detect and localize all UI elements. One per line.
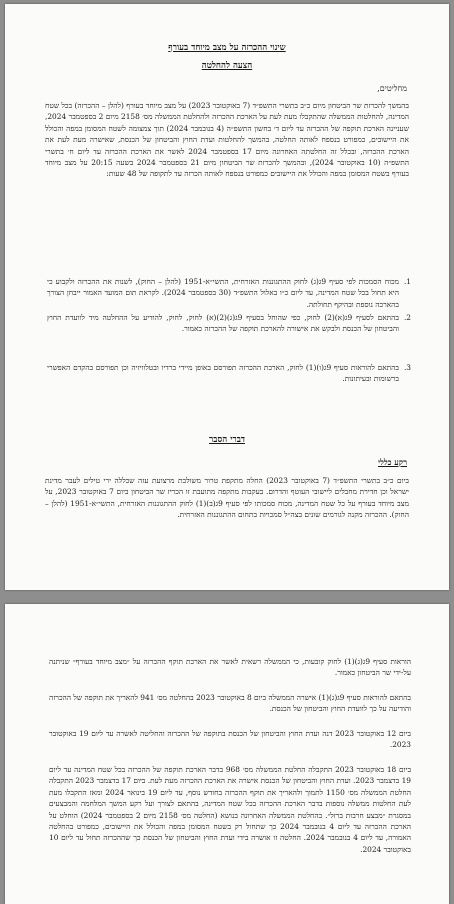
- greeting: מחליטים,: [377, 84, 407, 93]
- explanation-title: דברי הסבר: [209, 435, 245, 445]
- page2-paragraph-1: הוראות סעיף 9ג(ג)(1) לחוק קובעות, כי הממשלה רשאית לאשר את הארכת תוקף ההכרזה על ״מצב מיוחד בעורף״ שניתנה על-ידי שר הביטחון כאמור.: [49, 657, 411, 678]
- page2-paragraph-3: ביום 12 באוקטובר 2023 דנה ועדת החוץ והביטחון של הכנסת בתוקפה של ההכרזה והחליטה לאשרה עד ליום 19 באוקטובר 2023.: [49, 729, 411, 750]
- item-text: בהתאם להוראות סעיף 9ג(ו)(1) לחוק, הארכת ההכרזה תפורסם באופן מיידי ברדיו ובטלוויזיה וכן תפורסם בהקדם האפשרי ברשומות ובעיתונות.: [47, 363, 399, 384]
- resolution-item-2: [47, 312, 411, 335]
- item-text: מכוח הסמכות לפי סעיף 9ג(ג) לחוק ההתגוננות האזרחית, התשי״א-1951 (להלן – החוק), לשנות את ההכרזה ולקבוע כי היא תחול בכל שטח המדינה, עד ליום כ״ו באלול התשפ״ד (30 בספטמבר 2024). לקראת תום המועד האמור ייבחן הצורך בהארכה נוספת ובהיקף תחולתה.: [47, 277, 399, 309]
- page2-paragraph-4: ביום 18 באוקטובר 2023 התקבלה החלטת הממשלה מס׳ 968 בדבר הארכת תוקפה של ההכרזה בכל שטח המדינה עד ליום 19 בדצמבר 2023. ועדת החוץ והביטחון של הכנסת אישרה את הארכת ההכרזה מעת לעת. ביום 17 בדצמבר 2023 התקבלה החלטת הממשלה מס׳ 1150 לתמוך ולהאריך את תוקף ההכרזה בחודש נוסף, עד ליום 19 בינואר 2024 ומאז התקבלו מעת לעת החלטות ממשלה נוספות בדבר הארכת ההכרזה בכל שטח המדינה, בהתאם לצורך ועל רקע המשך המלחמה והמבצעים במסגרת ״מבצע חרבות ברזל״. בהחלטת הממשלה האחרונה בנושא (החלטה מס׳ 2158 מיום 2 בספטמבר 2024) הוחלט על הארכת ההכרזה עד ליום 4 בנובמבר 2024 כך שתחול רק בשטח המסומן במפה והכולל את היישובים, כמפורט בהחלטה האמורה, עד ליום 4 בנובמבר 2024. החלטה זו אושרה בידי ועדת החוץ והביטחון של הכנסת כך שההכרזה תחול עד ליום 10 באוקטובר 2024.: [49, 765, 412, 854]
- resolution-paragraph: בהמשך להכרזת שר הביטחון מיום כ״ב בתשרי התשפ״ד (7 באוקטובר 2023) על מצב מיוחד בעורף (להלן – ההכרזה) בכל שטח המדינה, להחלטות הממשלה שהתקבלו מעת לעת על הארכת ההכרזה ולהחלטת הממשלה מס׳ 2158 מיום 2 בספטמבר 2024, שעניינה הארכת תוקפה של ההכרזה עד ליום ד׳ בחשון התשפ״ה (4 בנובמבר 2024) תוך צמצומה לשטח המסומן במפה והכולל את היישובים, כמפורט בנספח לאותה החלטה, בהמשך להחלטות ועדת החוץ והביטחון של הכנסת, שאישרה מעת לעת את הארכת ההכרזה, ובכלל זה החלטתה האחרונה מיום 17 בספטמבר 2024 לאשר את הארכת ההכרזה עד ליום ח׳ בתשרי התשפ״ה (10 באוקטובר 2024), ובהמשך להכרזת שר הביטחון מיום 21 בספטמבר 2024 בשעה 20:15 על מצב מיוחד בעורף בשטח המסומן במפה והכולל את היישובים כמפורט בנספח לאותה הכרזה עד לתקופה של 48 שעות:: [45, 101, 410, 179]
- item-text: בהתאם לסעיף 9ג(א)(2) לחוק, כפי שהוחל בסעיף 9ג(ג)(2)(א) לחוק, לחוק, להודיע על ההחלטה מיד לוועדת החוץ והביטחון של הכנסת ולבקש את אישורה להארכת תוקפה של ההכרזה כאמור.: [47, 313, 399, 334]
- page2-paragraph-2: בהתאם להוראות סעיף 9ג(ג)(1) אישרה הממשלה ביום 8 באוקטובר 2023 בהחלטה מס׳ 941 להאריך את תוקפה של ההכרזה והודיעה על כך לוועדת החוץ והביטחון של הכנסת.: [49, 693, 411, 714]
- document-subtitle: הצעה להחלטה: [201, 61, 253, 71]
- document-page-1: [5, 4, 449, 590]
- item-number: 2.: [403, 313, 411, 322]
- background-paragraph: ביום כ״ב בתשרי התשפ״ד (7 באוקטובר 2023) החלה מתקפת טרור משולבת מרצועת עזה שכללה ירי טילים לעבר מדינת ישראל וכן חדירת מחבלים ליישובי העוטף והדרום. בעקבות מתקפה מתועבת זו הכריז שר הביטחון ביום 7 באוקטובר 2023, על מצב מיוחד בעורף על כל שטח המדינה, מכוח סמכותו לפי סעיף 9ג(ב)(1) לחוק ההתגוננות האזרחית, התשי״א-1951 (להלן – החוק). ההכרזה מקנה לגורמים שונים בצה״ל סמכויות בתחום ההתגוננות האזרחית.: [45, 476, 409, 520]
- resolution-item-3: [47, 362, 411, 385]
- item-number: 3.: [403, 363, 411, 372]
- background-title: רקע כללי: [377, 457, 407, 467]
- document-title: שינוי ההכרזה על מצב מיוחד בעורף: [168, 43, 286, 53]
- document-page-2: [5, 604, 449, 904]
- item-number: 1.: [403, 277, 411, 286]
- resolution-item-1: [47, 276, 411, 310]
